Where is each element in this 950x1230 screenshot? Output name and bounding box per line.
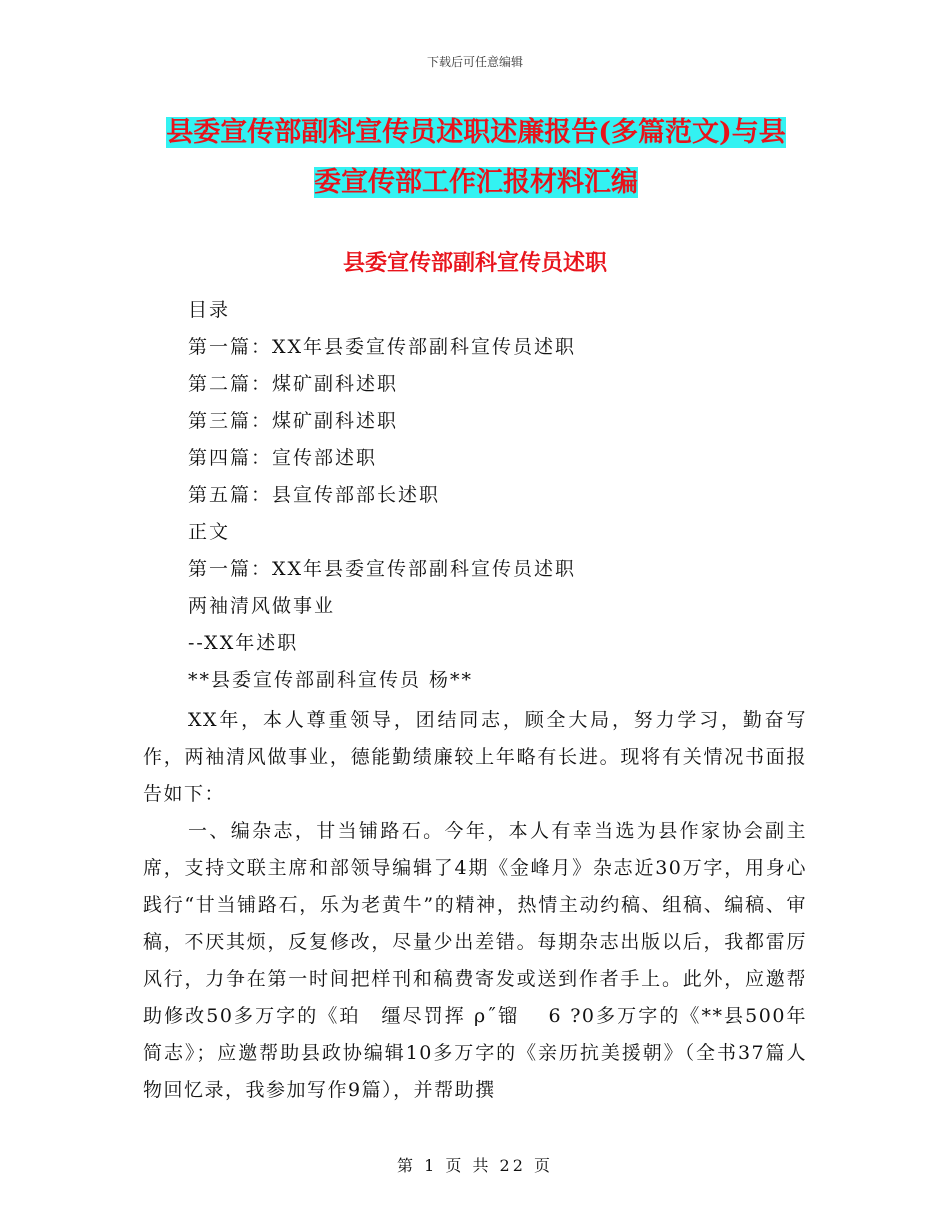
toc-line: 第三篇：煤矿副科述职: [188, 410, 399, 432]
toc-line: 第一篇：XX年县委宣传部副科宣传员述职: [188, 558, 577, 580]
toc-line: 两袖清风做事业: [188, 595, 336, 617]
toc-line: 第二篇：煤矿副科述职: [188, 373, 399, 395]
title-line-1: 县委宣传部副科宣传员述职述廉报告(多篇范文)与县: [166, 117, 786, 148]
title-line-2: 委宣传部工作汇报材料汇编: [314, 167, 638, 198]
body-text: [143, 702, 807, 1109]
toc-line: 第一篇：XX年县委宣传部副科宣传员述职: [188, 336, 577, 358]
toc-line: 第五篇：县宣传部部长述职: [188, 484, 441, 506]
section-title: 县委宣传部副科宣传员述职: [342, 250, 607, 276]
toc-line: **县委宣传部副科宣传员 杨**: [188, 669, 474, 691]
toc-line: 第四篇：宣传部述职: [188, 447, 378, 469]
table-of-contents: [188, 292, 808, 699]
toc-line: 正文: [188, 521, 231, 543]
document-title: [142, 108, 810, 208]
body-paragraph: 一、编杂志，甘当铺路石。今年，本人有幸当选为县作家协会副主席，支持文联主席和部领导编辑了4期《金峰月》杂志近30万字，用身心践行“甘当铺路石，乐为老黄牛”的精神，热情主动约稿、组稿、编稿、审稿，不厌其烦，反复修改，尽量少出差错。每期杂志出版以后，我都雷厉风行，力争在第一时间把样刊和稿费寄发或送到作者手上。此外，应邀帮助修改50多万字的《珀 缰尽罚挥 ρ˝镏 6 ?0多万字的《**县500年简志》；应邀帮助县政协编辑10多万字的《亲历抗美援朝》（全书37篇人物回忆录，我参加写作9篇），并帮助撰: [143, 820, 807, 1101]
toc-line: --XX年述职: [188, 632, 299, 654]
body-paragraph: XX年，本人尊重领导，团结同志，顾全大局，努力学习，勤奋写作，两袖清风做事业，德能勤绩廉较上年略有长进。现将有关情况书面报告如下：: [143, 709, 807, 805]
toc-line: 目录: [188, 299, 231, 321]
header-note: 下载后可任意编辑: [426, 55, 523, 69]
page-number-footer: 第 1 页 共 22 页: [397, 1156, 553, 1175]
